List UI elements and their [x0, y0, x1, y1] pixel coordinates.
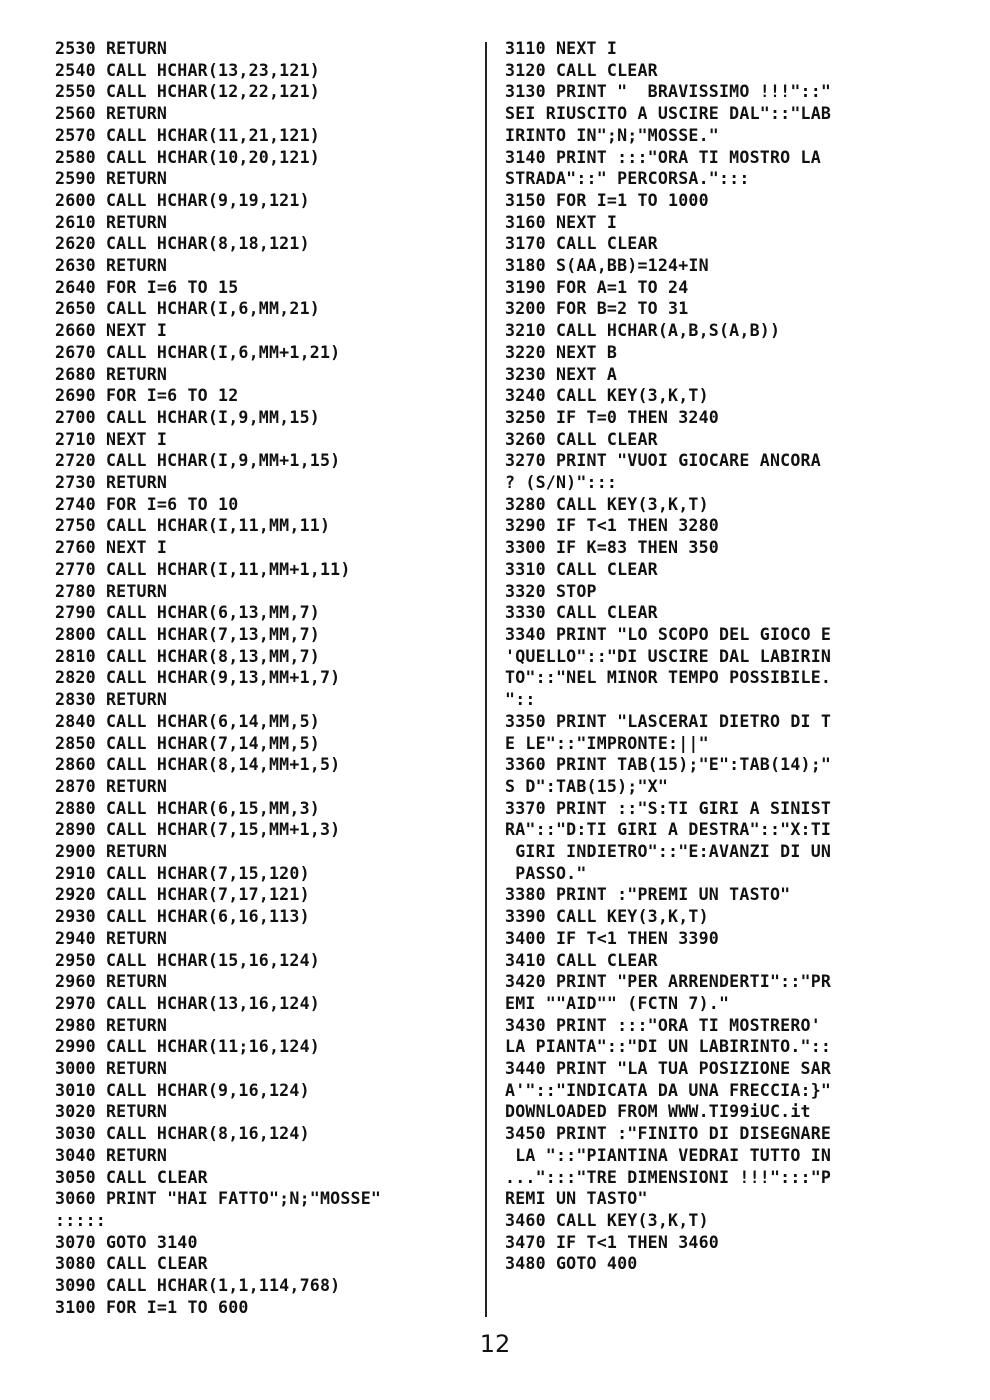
code-line: 2760 NEXT I — [55, 538, 168, 558]
code-line: 3160 NEXT I — [505, 212, 618, 232]
code-line: 2570 CALL HCHAR(11,21,121) — [55, 125, 320, 145]
code-line: 2940 RETURN — [55, 928, 168, 948]
code-line: 2880 CALL HCHAR(6,15,MM,3) — [55, 798, 320, 818]
code-line: LA PIANTA"::"DI UN LABIRINTO.":: — [505, 1037, 832, 1057]
code-line: 2950 CALL HCHAR(15,16,124) — [55, 950, 320, 970]
code-line: 3450 PRINT :"FINITO DI DISEGNARE — [505, 1124, 832, 1144]
code-line: 2840 CALL HCHAR(6,14,MM,5) — [55, 711, 320, 731]
code-line: 3050 CALL CLEAR — [55, 1167, 208, 1187]
code-line: 2540 CALL HCHAR(13,23,121) — [55, 60, 320, 80]
code-line: 3310 CALL CLEAR — [505, 559, 658, 579]
code-line: 3090 CALL HCHAR(1,1,114,768) — [55, 1276, 341, 1296]
page-number: 12 — [479, 1330, 511, 1358]
code-line: 2650 CALL HCHAR(I,6,MM,21) — [55, 299, 320, 319]
code-line: 3390 CALL KEY(3,K,T) — [505, 907, 709, 927]
code-line: 3080 CALL CLEAR — [55, 1254, 208, 1274]
code-line: PASSO." — [505, 863, 587, 883]
code-line: 2680 RETURN — [55, 364, 168, 384]
code-line: 3020 RETURN — [55, 1102, 168, 1122]
code-line: 2550 CALL HCHAR(12,22,121) — [55, 82, 320, 102]
code-line: 2560 RETURN — [55, 104, 168, 124]
code-line: 3380 PRINT :"PREMI UN TASTO" — [505, 885, 791, 905]
code-line: 2620 CALL HCHAR(8,18,121) — [55, 234, 310, 254]
code-line: 2750 CALL HCHAR(I,11,MM,11) — [55, 516, 331, 536]
code-line: 3420 PRINT "PER ARRENDERTI"::"PR — [505, 972, 832, 992]
code-line: STRADA"::" PERCORSA."::: — [505, 169, 750, 189]
code-line: 3400 IF T<1 THEN 3390 — [505, 928, 719, 948]
code-line: SEI RIUSCITO A USCIRE DAL"::"LAB — [505, 104, 832, 124]
code-line: 2810 CALL HCHAR(8,13,MM,7) — [55, 646, 320, 666]
code-line: 3110 NEXT I — [505, 39, 618, 58]
code-line: 3240 CALL KEY(3,K,T) — [505, 386, 709, 406]
code-line: ? (S/N)"::: — [505, 473, 618, 493]
code-line: 3260 CALL CLEAR — [505, 429, 658, 449]
code-line: 2910 CALL HCHAR(7,15,120) — [55, 863, 310, 883]
code-line: 3410 CALL CLEAR — [505, 950, 658, 970]
code-line: 3070 GOTO 3140 — [55, 1232, 198, 1252]
code-line: 2710 NEXT I — [55, 429, 168, 449]
code-line: 2530 RETURN — [55, 39, 168, 58]
code-line: LA "::"PIANTINA VEDRAI TUTTO IN — [505, 1145, 832, 1165]
code-line: 2800 CALL HCHAR(7,13,MM,7) — [55, 624, 320, 644]
code-line: EMI ""AID"" (FCTN 7)." — [505, 993, 730, 1013]
code-line: A'"::"INDICATA DA UNA FRECCIA:}" — [505, 1080, 832, 1100]
code-line: 2970 CALL HCHAR(13,16,124) — [55, 993, 320, 1013]
code-line: 3330 CALL CLEAR — [505, 603, 658, 623]
code-line: S D":TAB(15);"X" — [505, 776, 669, 796]
code-line: 3200 FOR B=2 TO 31 — [505, 299, 689, 319]
code-line: 3060 PRINT "HAI FATTO";N;"MOSSE" — [55, 1189, 382, 1209]
code-line: 3270 PRINT "VUOI GIOCARE ANCORA — [505, 451, 821, 471]
code-line: 3460 CALL KEY(3,K,T) — [505, 1210, 709, 1230]
code-line: 2740 FOR I=6 TO 10 — [55, 494, 239, 514]
code-line: 3360 PRINT TAB(15);"E":TAB(14);" — [505, 755, 832, 775]
code-line: 3220 NEXT B — [505, 342, 618, 362]
code-line: 2580 CALL HCHAR(10,20,121) — [55, 147, 320, 167]
code-line: 2790 CALL HCHAR(6,13,MM,7) — [55, 603, 320, 623]
code-line: 2670 CALL HCHAR(I,6,MM+1,21) — [55, 342, 341, 362]
code-line: 3120 CALL CLEAR — [505, 60, 658, 80]
right-code-column — [505, 38, 935, 1275]
code-line: 2960 RETURN — [55, 972, 168, 992]
code-line: 3150 FOR I=1 TO 1000 — [505, 190, 709, 210]
code-line: 3030 CALL HCHAR(8,16,124) — [55, 1124, 310, 1144]
code-line: 2600 CALL HCHAR(9,19,121) — [55, 190, 310, 210]
left-code-column — [55, 38, 475, 1318]
code-line: 3190 FOR A=1 TO 24 — [505, 277, 689, 297]
code-line: 2690 FOR I=6 TO 12 — [55, 386, 239, 406]
code-line: 3470 IF T<1 THEN 3460 — [505, 1232, 719, 1252]
code-line: REMI UN TASTO" — [505, 1189, 648, 1209]
code-line: 2660 NEXT I — [55, 321, 168, 341]
code-line: 2730 RETURN — [55, 473, 168, 493]
code-line: 2870 RETURN — [55, 776, 168, 796]
code-line: 3210 CALL HCHAR(A,B,S(A,B)) — [505, 321, 781, 341]
code-line: 3290 IF T<1 THEN 3280 — [505, 516, 719, 536]
code-line: 3000 RETURN — [55, 1059, 168, 1079]
code-line: 2640 FOR I=6 TO 15 — [55, 277, 239, 297]
code-line: TO"::"NEL MINOR TEMPO POSSIBILE. — [505, 668, 832, 688]
code-line: 2900 RETURN — [55, 842, 168, 862]
code-line: 3130 PRINT " BRAVISSIMO !!!"::" — [505, 82, 832, 102]
code-line: 3180 S(AA,BB)=124+IN — [505, 256, 709, 276]
code-line: 3010 CALL HCHAR(9,16,124) — [55, 1080, 310, 1100]
code-line: 2610 RETURN — [55, 212, 168, 232]
code-line: 3100 FOR I=1 TO 600 — [55, 1297, 249, 1317]
code-line: 2930 CALL HCHAR(6,16,113) — [55, 907, 310, 927]
code-line: ...":::"TRE DIMENSIONI !!!":::"P — [505, 1167, 832, 1187]
code-line: E LE"::"IMPRONTE:||" — [505, 733, 709, 753]
code-line: 2630 RETURN — [55, 256, 168, 276]
code-line: 3370 PRINT ::"S:TI GIRI A SINIST — [505, 798, 832, 818]
code-line: 3230 NEXT A — [505, 364, 618, 384]
code-line: 3040 RETURN — [55, 1145, 168, 1165]
code-line: 3280 CALL KEY(3,K,T) — [505, 494, 709, 514]
code-line: RA"::"D:TI GIRI A DESTRA"::"X:TI — [505, 820, 832, 840]
code-line: 3440 PRINT "LA TUA POSIZIONE SAR — [505, 1059, 832, 1079]
code-line: 2990 CALL HCHAR(11;16,124) — [55, 1037, 320, 1057]
code-line: 2720 CALL HCHAR(I,9,MM+1,15) — [55, 451, 341, 471]
code-line: 2830 RETURN — [55, 690, 168, 710]
code-line: 3480 GOTO 400 — [505, 1254, 638, 1274]
code-line: 'QUELLO"::"DI USCIRE DAL LABIRIN — [505, 646, 832, 666]
code-line: 3300 IF K=83 THEN 350 — [505, 538, 719, 558]
code-line: IRINTO IN";N;"MOSSE." — [505, 125, 719, 145]
code-line: 2820 CALL HCHAR(9,13,MM+1,7) — [55, 668, 341, 688]
code-line: GIRI INDIETRO"::"E:AVANZI DI UN — [505, 842, 832, 862]
code-line: 2920 CALL HCHAR(7,17,121) — [55, 885, 310, 905]
code-line: 2860 CALL HCHAR(8,14,MM+1,5) — [55, 755, 341, 775]
code-line: 3250 IF T=0 THEN 3240 — [505, 407, 719, 427]
code-line: 3320 STOP — [505, 581, 597, 601]
code-line: 2780 RETURN — [55, 581, 168, 601]
code-line: 2590 RETURN — [55, 169, 168, 189]
code-line: 3350 PRINT "LASCERAI DIETRO DI T — [505, 711, 832, 731]
column-divider — [485, 42, 487, 1317]
code-line: 2890 CALL HCHAR(7,15,MM+1,3) — [55, 820, 341, 840]
code-line: DOWNLOADED FROM WWW.TI99iUC.it — [505, 1102, 811, 1122]
code-line: ::::: — [55, 1210, 106, 1230]
code-line: 3340 PRINT "LO SCOPO DEL GIOCO E — [505, 624, 832, 644]
code-line: 2770 CALL HCHAR(I,11,MM+1,11) — [55, 559, 351, 579]
code-line: 3430 PRINT :::"ORA TI MOSTRERO' — [505, 1015, 821, 1035]
code-line: 2700 CALL HCHAR(I,9,MM,15) — [55, 407, 320, 427]
code-line: 2980 RETURN — [55, 1015, 168, 1035]
code-line: 3170 CALL CLEAR — [505, 234, 658, 254]
code-line: ":: — [505, 690, 536, 710]
code-line: 2850 CALL HCHAR(7,14,MM,5) — [55, 733, 320, 753]
code-line: 3140 PRINT :::"ORA TI MOSTRO LA — [505, 147, 821, 167]
